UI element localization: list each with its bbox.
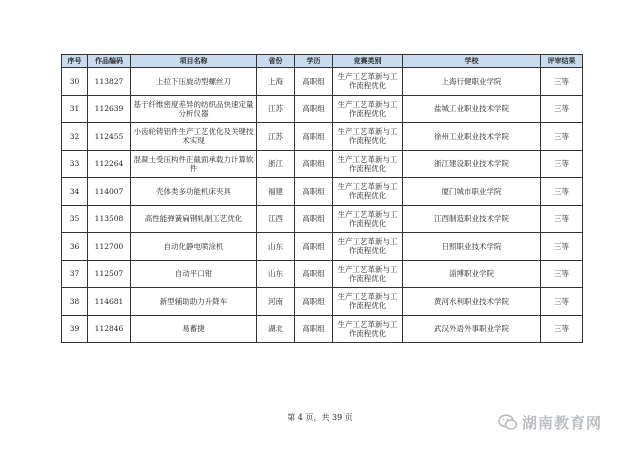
cell-province: 江苏 (257, 123, 295, 151)
cell-province: 浙江 (257, 150, 295, 178)
cell-project: 小齿轮铸铝件生产工艺优化及关键技术实现 (131, 123, 257, 151)
header-category: 竞赛类别 (333, 55, 403, 68)
header-province: 省份 (257, 55, 295, 68)
table-header (62, 55, 583, 68)
header-result: 评审结果 (541, 55, 583, 68)
table-row (62, 123, 583, 151)
table-row (62, 233, 583, 261)
header-code: 作品编码 (88, 55, 131, 68)
header-level: 学历 (295, 55, 333, 68)
table-row (62, 95, 583, 123)
cell-school: 淄博职业学院 (403, 260, 541, 288)
table-row (62, 260, 583, 288)
cell-category: 生产工艺革新与工作流程优化 (333, 315, 403, 343)
cell-project: 自动平口钳 (131, 260, 257, 288)
header-school: 学校 (403, 55, 541, 68)
cell-code: 112264 (88, 150, 131, 178)
cell-code: 112846 (88, 315, 131, 343)
cell-province: 山东 (257, 260, 295, 288)
cell-province: 上海 (257, 68, 295, 96)
cell-level: 高职组 (295, 150, 333, 178)
cell-category: 生产工艺革新与工作流程优化 (333, 233, 403, 261)
cell-school: 厦门城市职业学院 (403, 178, 541, 206)
cell-project: 基于纤维密度差异的纺织品快速定量分析仪器 (131, 95, 257, 123)
cell-result: 三等 (541, 288, 583, 316)
table-row (62, 178, 583, 206)
cell-level: 高职组 (295, 123, 333, 151)
watermark-text: 湖南教育网 (522, 414, 603, 432)
cell-code: 112700 (88, 233, 131, 261)
cell-school: 浙江建设职业技术学院 (403, 150, 541, 178)
cell-code: 114007 (88, 178, 131, 206)
cell-province: 江西 (257, 205, 295, 233)
cell-level: 高职组 (295, 205, 333, 233)
cell-level: 高职组 (295, 95, 333, 123)
cell-project: 壳体类多功能机床夹具 (131, 178, 257, 206)
cell-school: 江西制造职业技术学院 (403, 205, 541, 233)
cell-result: 三等 (541, 178, 583, 206)
table-row (62, 205, 583, 233)
cell-school: 黄河水利职业技术学院 (403, 288, 541, 316)
cell-code: 114681 (88, 288, 131, 316)
cell-school: 徐州工业职业技术学院 (403, 123, 541, 151)
cell-result: 三等 (541, 95, 583, 123)
cell-category: 生产工艺革新与工作流程优化 (333, 178, 403, 206)
table-row (62, 150, 583, 178)
cell-category: 生产工艺革新与工作流程优化 (333, 95, 403, 123)
cell-project: 易蓄捷 (131, 315, 257, 343)
cell-serial: 33 (62, 150, 88, 178)
cell-result: 三等 (541, 315, 583, 343)
cell-school: 日照职业技术学院 (403, 233, 541, 261)
cell-serial: 38 (62, 288, 88, 316)
cell-school: 武汉外语外事职业学院 (403, 315, 541, 343)
table-row (62, 288, 583, 316)
cell-province: 山东 (257, 233, 295, 261)
header-project: 项目名称 (131, 55, 257, 68)
table-row (62, 68, 583, 96)
cell-serial: 35 (62, 205, 88, 233)
awards-table (61, 54, 583, 343)
cell-category: 生产工艺革新与工作流程优化 (333, 68, 403, 96)
cell-level: 高职组 (295, 233, 333, 261)
cell-project: 新型辅助助力升降车 (131, 288, 257, 316)
cell-result: 三等 (541, 205, 583, 233)
cell-serial: 34 (62, 178, 88, 206)
cell-serial: 37 (62, 260, 88, 288)
cell-province: 河南 (257, 288, 295, 316)
cell-project: 高性能弹簧扁钢轧制工艺优化 (131, 205, 257, 233)
cell-level: 高职组 (295, 315, 333, 343)
cell-school: 盐城工业职业技术学院 (403, 95, 541, 123)
table-body (62, 68, 583, 343)
cell-category: 生产工艺革新与工作流程优化 (333, 288, 403, 316)
wechat-icon (498, 414, 518, 431)
cell-serial: 30 (62, 68, 88, 96)
cell-serial: 36 (62, 233, 88, 261)
cell-result: 三等 (541, 68, 583, 96)
header-row (62, 55, 583, 68)
cell-category: 生产工艺革新与工作流程优化 (333, 260, 403, 288)
cell-project: 上拉下压旋动型螺丝刀 (131, 68, 257, 96)
cell-level: 高职组 (295, 260, 333, 288)
page-number: 第 4 页，共 39 页 (287, 413, 353, 422)
cell-level: 高职组 (295, 178, 333, 206)
cell-category: 生产工艺革新与工作流程优化 (333, 123, 403, 151)
header-serial: 序号 (62, 55, 88, 68)
cell-serial: 31 (62, 95, 88, 123)
cell-province: 福建 (257, 178, 295, 206)
cell-serial: 32 (62, 123, 88, 151)
cell-code: 113508 (88, 205, 131, 233)
cell-result: 三等 (541, 260, 583, 288)
cell-category: 生产工艺革新与工作流程优化 (333, 205, 403, 233)
cell-level: 高职组 (295, 68, 333, 96)
cell-code: 112639 (88, 95, 131, 123)
cell-code: 113827 (88, 68, 131, 96)
table-row (62, 315, 583, 343)
watermark (498, 412, 602, 433)
cell-province: 江苏 (257, 95, 295, 123)
cell-result: 三等 (541, 150, 583, 178)
cell-project: 混凝土受压构件正截面承载力计算软件 (131, 150, 257, 178)
cell-project: 自动化静电喷涂机 (131, 233, 257, 261)
cell-category: 生产工艺革新与工作流程优化 (333, 150, 403, 178)
cell-serial: 39 (62, 315, 88, 343)
cell-result: 三等 (541, 123, 583, 151)
cell-code: 112507 (88, 260, 131, 288)
cell-code: 112455 (88, 123, 131, 151)
cell-level: 高职组 (295, 288, 333, 316)
cell-school: 上海行健职业学院 (403, 68, 541, 96)
cell-result: 三等 (541, 233, 583, 261)
cell-province: 湖北 (257, 315, 295, 343)
